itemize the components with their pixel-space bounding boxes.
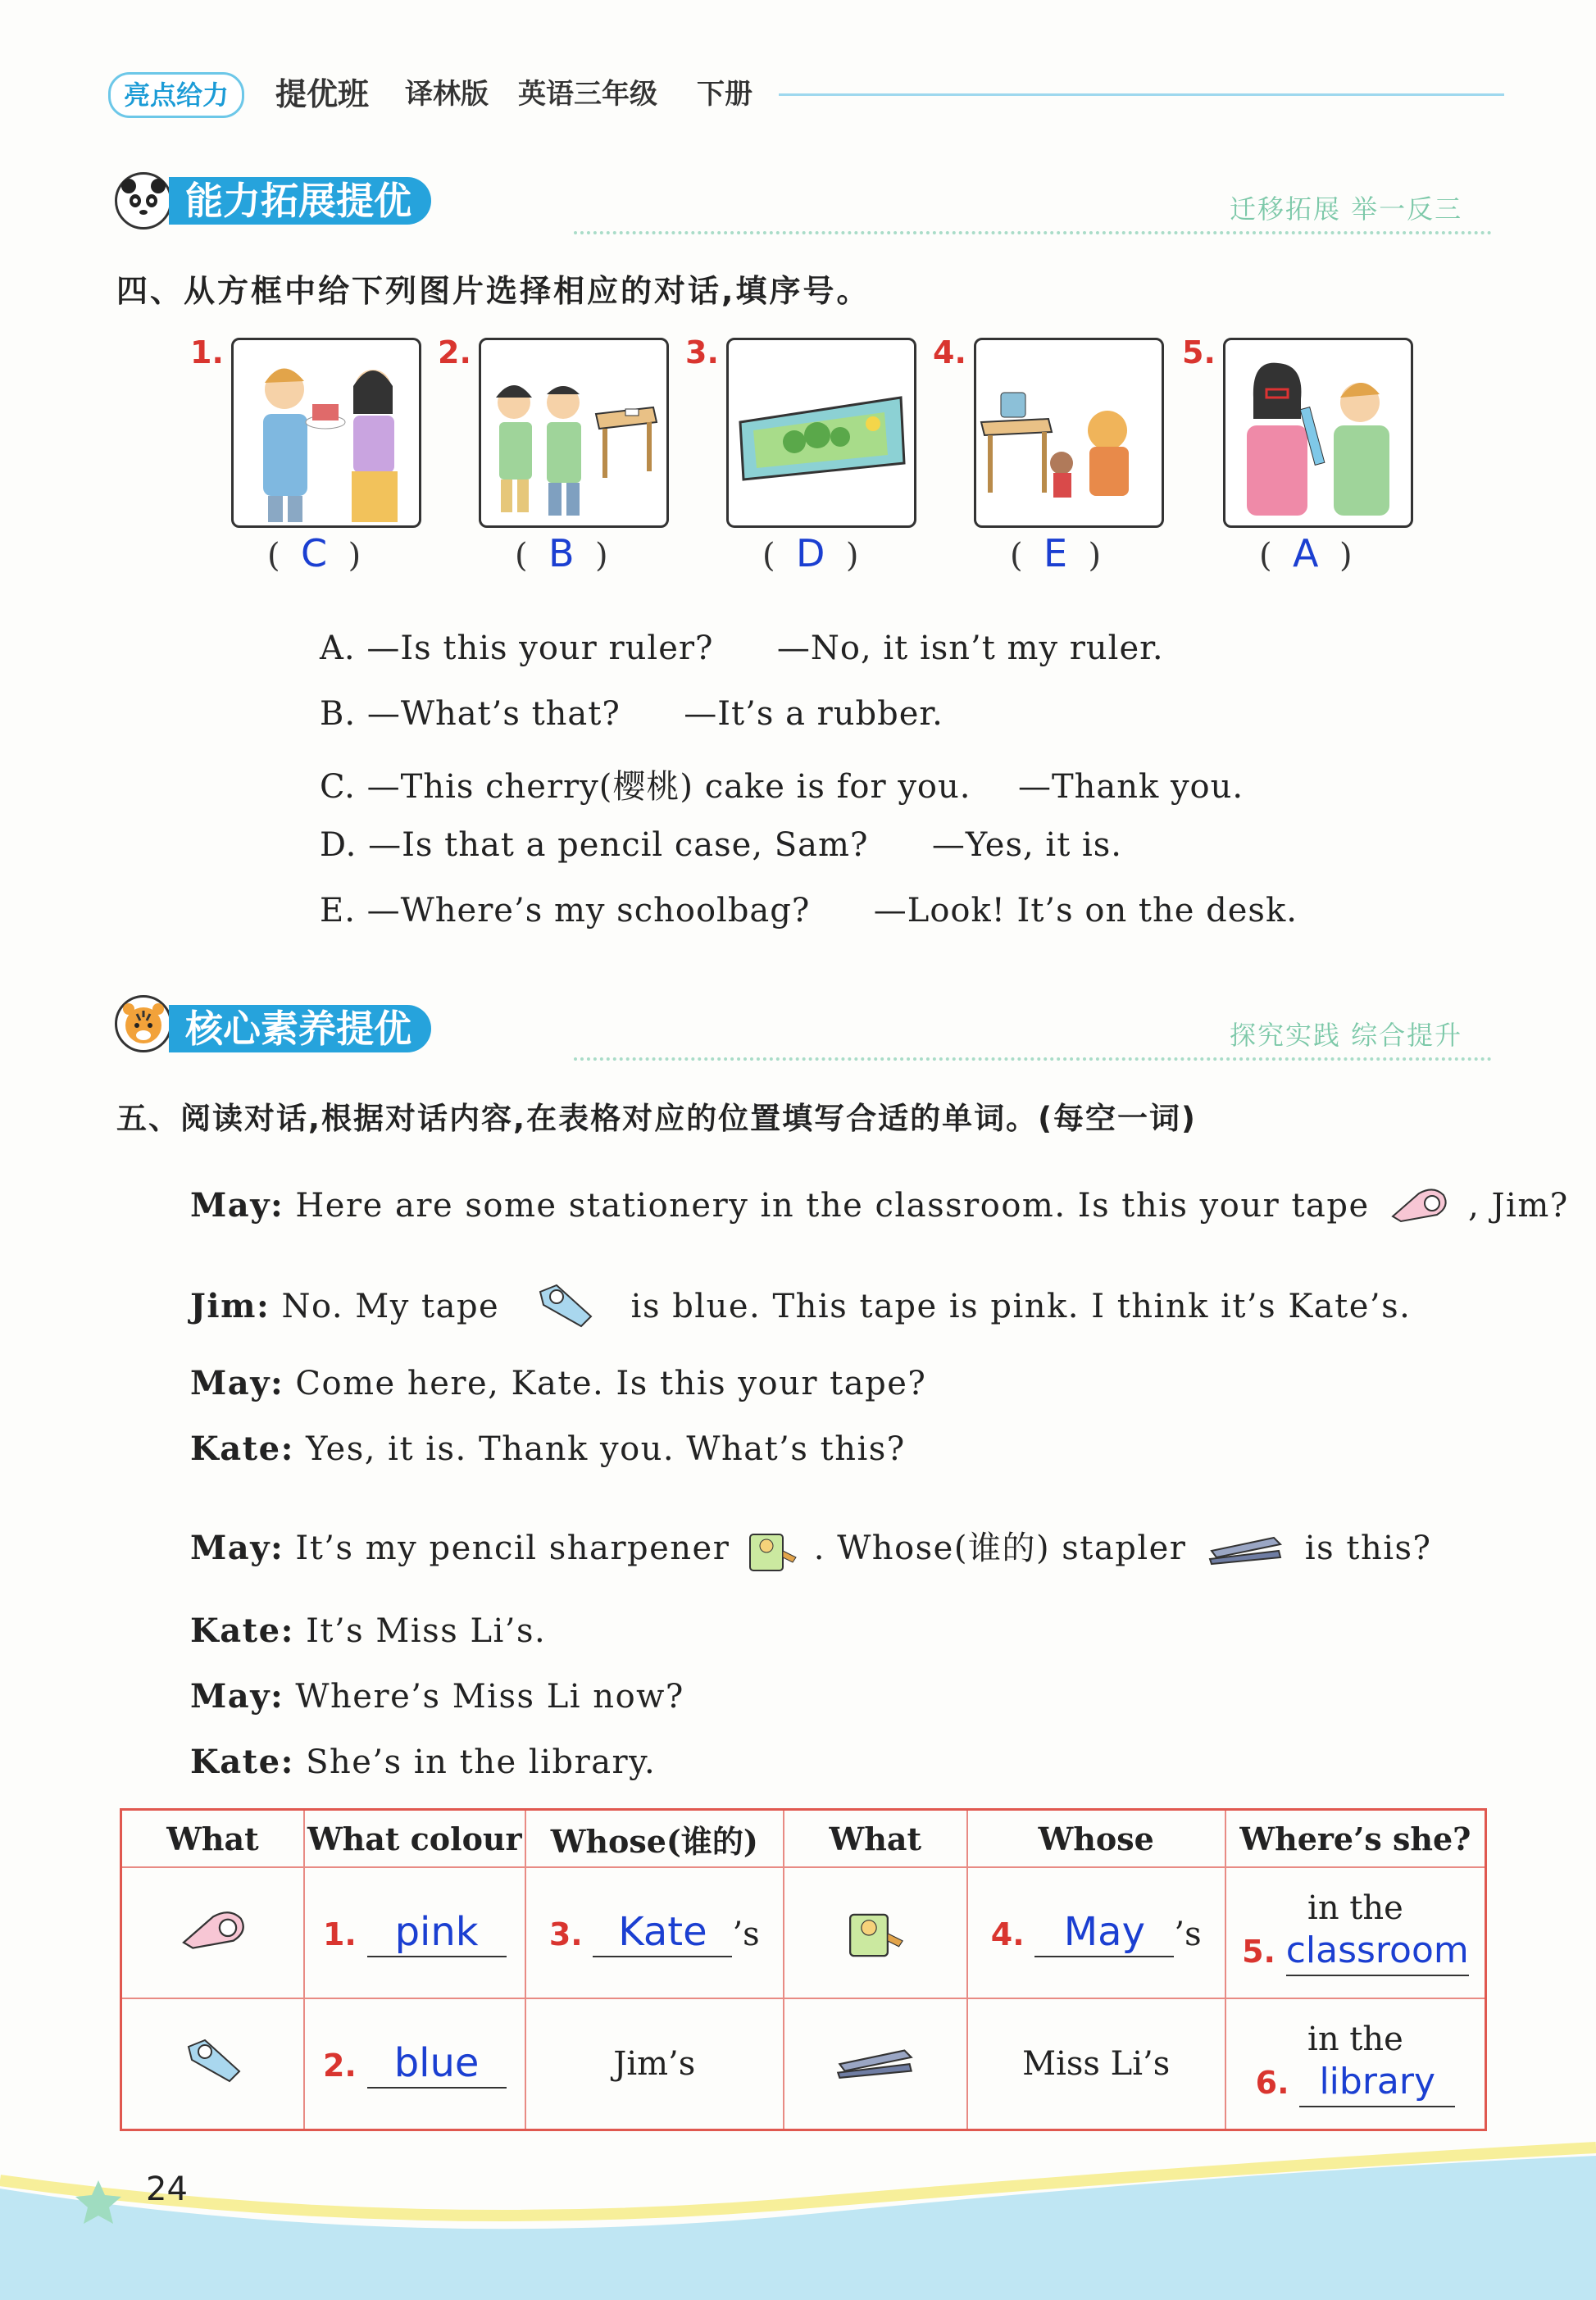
- speaker-name: May:: [190, 1364, 284, 1402]
- in-the-label: in the: [1307, 2020, 1403, 2058]
- picture-number: 5.: [1182, 334, 1216, 370]
- answer-paren: ( D ): [762, 531, 859, 575]
- blue-tape-icon: [532, 1280, 598, 1338]
- in-the-label: in the: [1307, 1889, 1403, 1927]
- answer-2: B: [548, 531, 575, 575]
- table-header: Whose: [967, 1810, 1225, 1868]
- dialogue-text: Yes, it is. Thank you. What’s this?: [306, 1430, 906, 1468]
- answer-paren: ( B ): [515, 531, 608, 575]
- option-b: [320, 695, 944, 733]
- table-header: What: [784, 1810, 967, 1868]
- pencil-sharpener-icon: [743, 1518, 801, 1584]
- pink-tape-icon: [1386, 1184, 1452, 1233]
- dialogue-line-5: [190, 1518, 1432, 1584]
- answer-3: D: [796, 531, 825, 575]
- speaker-name: May:: [190, 1186, 284, 1225]
- blank-number: 5.: [1242, 1934, 1275, 1970]
- table-header: Where’s she?: [1225, 1810, 1486, 1868]
- option-letter: C.: [320, 768, 356, 806]
- blue-tape-icon: [180, 2034, 246, 2086]
- table-header: What: [121, 1810, 305, 1868]
- question-four-title: 四、从方框中给下列图片选择相应的对话,填序号。: [116, 273, 871, 309]
- dialogue-text: . Whose(谁的) stapler: [813, 1530, 1187, 1567]
- option-letter: B.: [320, 695, 357, 733]
- dialogue-text: She’s in the library.: [306, 1743, 657, 1781]
- answer-5: A: [1293, 531, 1319, 575]
- answer-paren: ( C ): [267, 531, 361, 575]
- dotted-rule: [574, 1057, 1492, 1061]
- dialogue-text: , Jim?: [1468, 1187, 1569, 1225]
- header-brand: 提优班: [275, 76, 370, 112]
- dialogue-text: No. My tape: [281, 1288, 500, 1325]
- dialogue-text: It’s my pencil sharpener: [295, 1530, 730, 1567]
- possessive-suffix: ’s: [1174, 1916, 1202, 1953]
- blank-number: 6.: [1255, 2065, 1289, 2101]
- option-reply: —It’s a rubber.: [684, 695, 944, 733]
- option-question: —Is this your ruler?: [366, 630, 714, 667]
- dialogue-line-3: [190, 1364, 926, 1402]
- section-banner-ability: 能力拓展提优: [169, 177, 431, 225]
- blank-number: 3.: [548, 1916, 583, 1952]
- table-row: [121, 1998, 1486, 2130]
- blank-number: 4.: [990, 1916, 1025, 1952]
- answer-blank[interactable]: pink: [367, 1908, 507, 1957]
- stapler-icon: [1207, 1526, 1285, 1575]
- answer-blank[interactable]: May: [1034, 1908, 1174, 1957]
- possessive-suffix: ’s: [732, 1916, 760, 1953]
- tiger-mascot-icon: [115, 995, 172, 1052]
- option-c: [320, 761, 1244, 807]
- colour-cell: [304, 1998, 525, 2130]
- speaker-name: Jim:: [190, 1287, 271, 1325]
- dialogue-text: is blue. This tape is pink. I think it’s Kate’s.: [630, 1288, 1412, 1325]
- dialogue-line-7: [190, 1677, 684, 1716]
- whose-cell: Miss Li’s: [967, 1998, 1225, 2130]
- question-five-title: 五、阅读对话,根据对话内容,在表格对应的位置填写合适的单词。(每空一词): [116, 1101, 1197, 1136]
- speaker-name: May:: [190, 1677, 284, 1716]
- page-number: 24: [146, 2170, 188, 2208]
- option-question: —This cherry(樱桃) cake is for you.: [366, 768, 971, 806]
- whose-cell: [525, 1867, 784, 1998]
- section-banner-core: 核心素养提优: [169, 1005, 431, 1052]
- dialogue-text: Where’s Miss Li now?: [295, 1678, 684, 1716]
- header-subject: 英语三年级: [518, 78, 657, 111]
- stapler-icon: [834, 2039, 916, 2081]
- picture-cake-scene: [231, 338, 421, 528]
- answer-table: [120, 1808, 1487, 2131]
- option-e: [320, 892, 1298, 930]
- picture-schoolbag-desk: [974, 338, 1164, 528]
- dialogue-line-2: [190, 1280, 1411, 1338]
- dialogue-line-4: [190, 1430, 906, 1468]
- stapler-cell: [784, 1998, 967, 2130]
- picture-number: 4.: [933, 334, 966, 370]
- header-rule: [779, 93, 1504, 96]
- section-note: 迁移拓展 举一反三: [1230, 193, 1463, 225]
- answer-blank[interactable]: blue: [367, 2039, 507, 2089]
- table-row: [121, 1867, 1486, 1998]
- option-reply: —No, it isn’t my ruler.: [776, 630, 1164, 667]
- speaker-name: Kate:: [190, 1430, 294, 1468]
- colour-cell: [304, 1867, 525, 1998]
- picture-number: 2.: [438, 334, 471, 370]
- dialogue-line-8: [190, 1743, 656, 1781]
- speaker-name: May:: [190, 1529, 284, 1567]
- speaker-name: Kate:: [190, 1743, 294, 1781]
- speaker-name: Kate:: [190, 1611, 294, 1650]
- dialogue-text: Come here, Kate. Is this your tape?: [295, 1365, 927, 1402]
- picture-rubber-scene: [479, 338, 669, 528]
- table-header-row: [121, 1810, 1486, 1868]
- option-reply: —Look! It’s on the desk.: [873, 892, 1298, 930]
- pink-tape-icon: [176, 1904, 250, 1953]
- table-header: Whose(谁的): [525, 1810, 784, 1868]
- answer-1: C: [301, 531, 328, 575]
- picture-ruler-scene: [1223, 338, 1413, 528]
- option-reply: —Thank you.: [1017, 768, 1244, 806]
- option-letter: D.: [320, 826, 357, 864]
- answer-4: E: [1044, 531, 1068, 575]
- blue-tape-cell: [121, 1998, 305, 2130]
- option-letter: E.: [320, 892, 356, 930]
- panda-mascot-icon: [115, 172, 172, 230]
- footer-wave-decoration: [0, 2131, 1596, 2300]
- option-d: [320, 826, 1122, 864]
- answer-blank[interactable]: library: [1299, 2058, 1455, 2107]
- dialogue-text: It’s Miss Li’s.: [306, 1612, 547, 1650]
- whose-cell: Jim’s: [525, 1998, 784, 2130]
- option-question: —Is that a pencil case, Sam?: [368, 826, 869, 864]
- option-reply: —Yes, it is.: [931, 826, 1123, 864]
- header-edition: 译林版: [405, 78, 489, 111]
- option-letter: A.: [320, 630, 356, 667]
- header-volume: 下册: [697, 78, 753, 111]
- answer-blank[interactable]: Kate: [593, 1908, 732, 1957]
- dialogue-line-6: [190, 1611, 546, 1650]
- sharpener-cell: [784, 1867, 967, 1998]
- blank-number: 2.: [322, 2048, 357, 2084]
- answer-paren: ( A ): [1259, 531, 1353, 575]
- dialogue-line-1: [190, 1184, 1569, 1233]
- picture-number: 3.: [685, 334, 719, 370]
- pink-tape-cell: [121, 1867, 305, 1998]
- answer-blank[interactable]: classroom: [1286, 1927, 1469, 1976]
- table-header: What colour: [304, 1810, 525, 1868]
- dotted-rule: [574, 231, 1492, 234]
- section-note: 探究实践 综合提升: [1230, 1020, 1463, 1051]
- where-cell: [1225, 1867, 1486, 1998]
- where-cell: [1225, 1998, 1486, 2130]
- option-question: —What’s that?: [366, 695, 621, 733]
- answer-paren: ( E ): [1010, 531, 1102, 575]
- option-question: —Where’s my schoolbag?: [366, 892, 811, 930]
- dialogue-text: Here are some stationery in the classroom. Is this your tape: [295, 1187, 1370, 1225]
- picture-number: 1.: [190, 334, 224, 370]
- option-a: [320, 630, 1164, 667]
- header-badge: 亮点给力: [108, 72, 244, 118]
- blank-number: 1.: [322, 1916, 357, 1952]
- dialogue-text: is this?: [1304, 1530, 1432, 1567]
- pencil-sharpener-icon: [843, 1896, 908, 1961]
- whose-cell: [967, 1867, 1225, 1998]
- picture-pencil-case: [726, 338, 916, 528]
